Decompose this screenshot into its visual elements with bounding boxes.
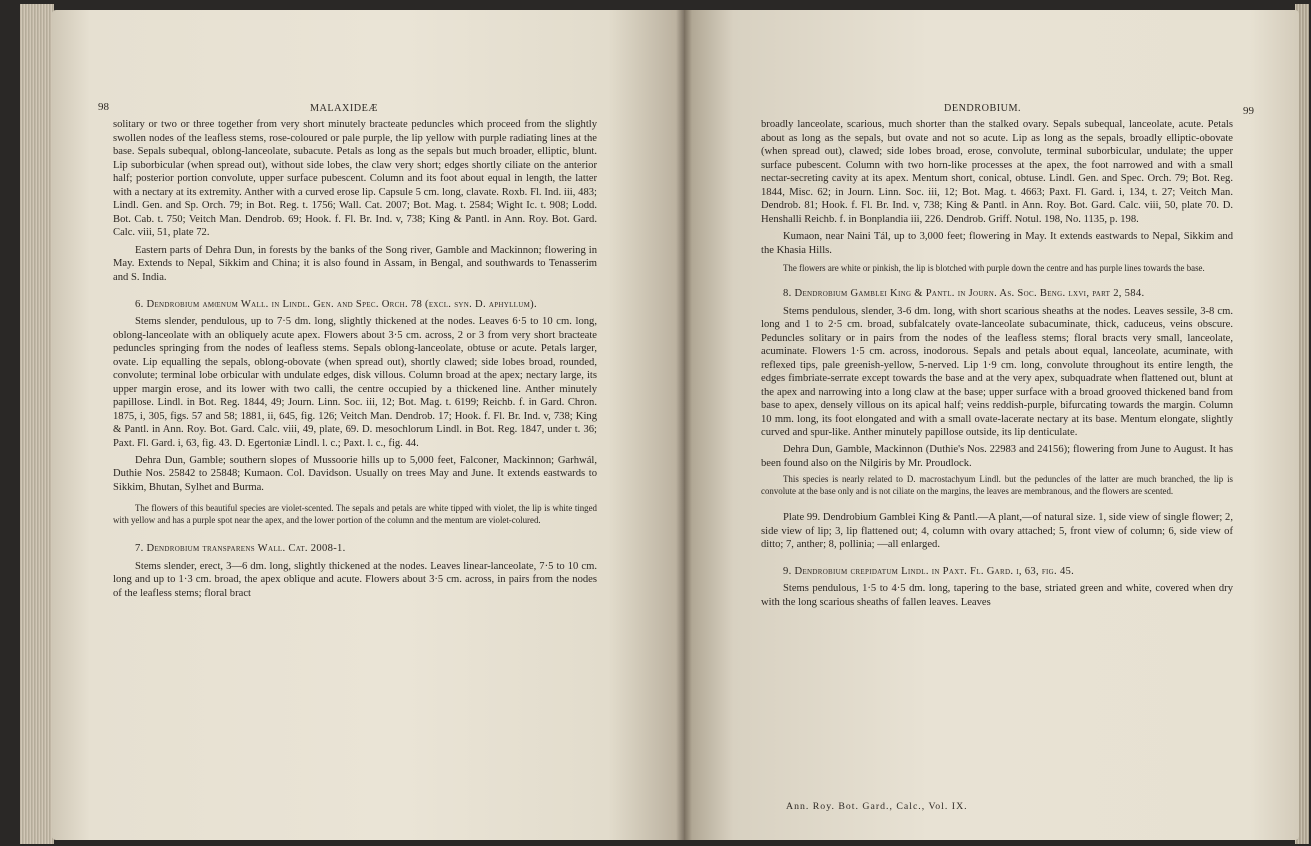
page-footer: Ann. Roy. Bot. Gard., Calc., Vol. IX. — [786, 801, 968, 812]
right-body-text — [761, 118, 1233, 609]
paragraph: Kumaon, near Naini Tál, up to 3,000 feet; flowering in May. It extends eastwards to Nepal, Sikkim and the Khasia Hills. — [761, 231, 1233, 256]
paragraph: Stems slender, erect, 3—6 dm. long, slightly thickened at the nodes. Leaves linear-lanceolate, 7·5 to 10 cm. long and up to 1·3 cm. broad, the apex oblique and acute. Flowers about 3·5 cm. across, in pairs from the nodes of the leafless stems; floral bract — [113, 560, 597, 599]
paragraph: Stems pendulous, 1·5 to 4·5 dm. long, tapering to the base, striated green and white, covered when dry with the long scarious sheaths of fallen leaves. Leaves — [761, 583, 1233, 608]
species-heading-6: 6. Dendrobium amœnum Wall. in Lindl. Gen. and Spec. Orch. 78 (excl. syn. D. aphyllum). — [135, 298, 537, 310]
paragraph: Eastern parts of Dehra Dun, in forests by the banks of the Song river, Gamble and Mackinnon; flowering in May. Extends to Nepal, Sikkim and China; it is also found in Assam, in Bengal, and southwards to Tenasserim and S. India. — [113, 244, 597, 284]
paragraph: Stems slender, pendulous, up to 7·5 dm. long, slightly thickened at the nodes. Leaves 6·5 to 10 cm. long, oblong-lanceolate with an obliquely acute apex. Flowers about 3·5 cm. across, 2 or 3 from very short bracteate peduncles springing from the nodes of leafless stems. Sepals oblong-lanceolate, obtuse or acute. Petals larger, ovate. Lip equalling the sepals, oblong-obovate (when spread out), shortly clawed; side lobes broad, rounded, convolute; terminal lobe orbicular with undulate edges, disk villous. Column broad at the apex; nectary large, its upper margin erose, and its lower with two calli, the centre occupied by a thickened line. Anther minutely papillose. Lindl. in Bot. Reg. 1844, 49; Journ. Linn. Soc. iii, 12; Bot. Mag. t. 6199; Reichb. f. in Gard. Chron. 1875, i, 305, figs. 57 and 58; 1881, ii, 645, fig. 126; Veitch Man. Dendrob. 17; Hook. f. Fl. Br. Ind. v, 738; King & Pantl. in Ann. Roy. Bot. Gard. Calc. viii, 49, plate, 69. D. mesochlorum Lindl. in Bot. Reg. 1847, under t. 36; Paxt. Fl. Gard. i, 63, fig. 43. D. Egertoniæ Lindl. l. c.; Paxt. l. c., fig. 44. — [113, 316, 597, 450]
right-page-number: 99 — [1243, 105, 1254, 117]
footnote: The flowers are white or pinkish, the lip is blotched with purple down the centre and has purple lines towards the base. — [783, 263, 1205, 274]
left-page-number: 98 — [98, 101, 109, 113]
left-page — [52, 10, 684, 840]
footnote: This species is nearly related to D. macrostachyum Lindl. but the peduncles of the latter are much branched, the lip is convolute at the base only and is not ciliate on the margins, the leaves are membranous, and the flowers are scented. — [761, 474, 1233, 496]
paragraph: Stems pendulous, slender, 3-6 dm. long, with short scarious sheaths at the nodes. Leaves sessile, 3-8 cm. long and 1 to 2·5 cm. broad, subfalcately ovate-lanceolate subacuminate, thick, caduceus, veins obscure. Peduncles solitary or in pairs from the nodes of the leafless stems; floral bracts very small, lanceolate, acuminate. Flowers 1·5 cm. across, inodorous. Sepals and petals about equal, lanceolate, acuminate, with reflexed tips, pale greenish-yellow, 5-nerved. Lip 1·9 cm. long, convolute throughout its entire length, the edges fimbriate-serrate except towards the base and at the very apex, subquadrate when flattened out, blunt at the apex and narrowing into a long claw at the base; upper surface with a broad grooved thickened band from base to apex, densely villous on its apical half; veins reddish-purple, bifurcating towards the margin. Column 10 mm. long, its foot elongated and with a small ovate-lacerate nectary at its base. Mentum elongate, slightly curved and spur-like. Anther minutely papillose outside, its lip denticulate. — [761, 305, 1233, 439]
footnote: The flowers of this beautiful species are violet-scented. The sepals and petals are white tipped with violet, the lip is white tinged with yellow and has a purple spot near the apex, and the lower portion of the column and the mentum are violet-colured. — [113, 503, 597, 525]
species-heading-8: 8. Dendrobium Gamblei King & Pantl. in Journ. As. Soc. Beng. lxvi, part 2, 584. — [783, 287, 1145, 299]
paragraph: solitary or two or three together from very short minutely bracteate peduncles which proceed from the slightly swollen nodes of the leafless stems, rose-coloured or pale purple, the lip yellow with purple radiating lines at the base. Sepals subequal, oblong-lanceolate, subacute. Petals as long as the sepals but much broader, elliptic, blunt. Lip suborbicular (when spread out), without side lobes, the claw very short; edges shortly ciliate on the anterior half; posterior portion convolute, upper surface pubescent. Column and its foot about equal in length, the latter with a nectary at its extremity. Anther with a curved erose lip. Capsule 5 cm. long, clavate. Roxb. Fl. Ind. iii, 483; Lindl. Gen. and Sp. Orch. 79; in Bot. Reg. t. 1756; Wall. Cat. 2007; Bot. Mag. t. 2584; Wight Ic. t. 908; Lodd. Bot. Cab. t. 750; Veitch Man. Dendrob. 69; Hook. f. Fl. Br. Ind. v, 738; King & Pantl. in Ann. Roy. Bot. Gard. Calc. viii, 51, plate 72. — [113, 119, 597, 239]
plate-caption: Plate 99. Dendrobium Gamblei King & Pantl.—A plant,—of natural size. 1, side view of single flower; 2, side view of lip; 3, lip flattened out; 4, column with ovary attached; 5, front view of column; 6, side view of ditto; 7, anther; 8, pollinia; —all enlarged. — [761, 512, 1233, 551]
right-running-head: DENDROBIUM. — [944, 103, 1022, 114]
left-running-head: MALAXIDEÆ — [310, 103, 378, 114]
left-page-edges — [20, 4, 54, 844]
paragraph: Dehra Dun, Gamble; southern slopes of Mussoorie hills up to 5,000 feet, Falconer, Mackinnon; Garhwál, Duthie Nos. 25842 to 25848; Kumaon. Col. Davidson. Usually on trees May and June. It extends eastwards to Sikkim, Bhutan, Sylhet and Burma. — [113, 454, 597, 493]
left-body-text — [113, 118, 597, 600]
paragraph: broadly lanceolate, scarious, much shorter than the stalked ovary. Sepals subequal, lanceolate, acute. Petals about as long as the sepals, but ovate and not so acute. Lip as long as the sepals, broadly elliptic-obovate (when spread out), clawed; side lobes broad, erose, convolute, terminal suborbicular, undulate; the upper surface pubescent. Column with two horn-like processes at the apex, the foot narrowed and with a small nectar-secreting cavity at its apex. Mentum short, conical, obtuse. Lindl. Gen. and Spec. Orch. 79; Bot. Reg. 1844, Misc. 62; in Journ. Linn. Soc. iii, 12; Bot. Mag. t. 4663; Paxt. Fl. Gard. i, 134, t. 27; Veitch Man. Dendrob. 81; Hook. f. Fl. Br. Ind. v, 738; King & Pantl. in Ann. Roy. Bot. Gard. Calc. viii, 50, plate 70. D. Henshalli Reichb. f. in Bonplandia iii, 226. Dendrob. Griff. Notul. 198, No. 1135, p. 198. — [761, 119, 1233, 225]
paragraph: Dehra Dun, Gamble, Mackinnon (Duthie's Nos. 22983 and 24156); flowering from June to August. It has been found also on the Nilgiris by Mr. Proudlock. — [761, 443, 1233, 469]
right-page — [684, 10, 1299, 840]
species-heading-7: 7. Dendrobium transparens Wall. Cat. 2008-1. — [135, 543, 346, 555]
species-heading-9: 9. Dendrobium crepidatum Lindl. in Paxt. Fl. Gard. i, 63, fig. 45. — [783, 565, 1075, 577]
book-gutter — [676, 10, 692, 840]
